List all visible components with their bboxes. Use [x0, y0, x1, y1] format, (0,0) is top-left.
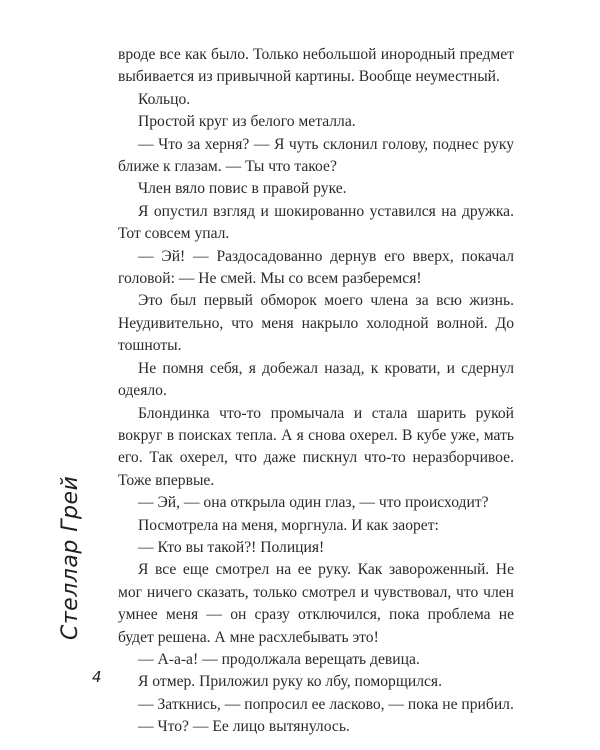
- paragraph: Не помня себя, я добежал назад, к кровати, и сдернул одеяло.: [118, 359, 514, 400]
- paragraph: — Кто вы такой?! Полиция!: [138, 538, 325, 556]
- page-number: 4: [92, 668, 102, 686]
- paragraph: — Что? — Ее лицо вытянулось.: [138, 718, 350, 736]
- body-text: [118, 44, 514, 739]
- paragraph: Это был первый обморок моего члена за всю жизнь. Неудивительно, что меня накрыло холодной волной. До тошноты.: [118, 292, 514, 355]
- paragraph: — А-а-а! — продолжала верещать девица.: [138, 650, 420, 668]
- paragraph: Я все еще смотрел на ее руку. Как завороженный. Не мог ничего сказать, только смотрел и чувствовал, что член умнее меня — он сразу отключился, пока проблема не будет решена. А мне расхлебывать это!: [118, 561, 514, 646]
- paragraph: Простой круг из белого металла.: [138, 113, 356, 131]
- paragraph: — Заткнись, — попросил ее ласково, — пока не прибил.: [138, 695, 514, 713]
- paragraph: Блондинка что-то промычала и стала шарить рукой вокруг в поисках тепла. А я снова охерел. В кубе уже, мать его. Так охерел, что даже пискнул что-то неразборчивое. Тоже впервые.: [118, 404, 514, 489]
- paragraph: вроде все как было. Только небольшой инородный предмет выбивается из привычной картины. Вообще неуместный.: [118, 46, 514, 86]
- paragraph: Я опустил взгляд и шокированно уставился на дружка. Тот совсем упал.: [118, 202, 514, 243]
- paragraph: — Эй, — она открыла один глаз, — что происходит?: [138, 494, 489, 512]
- paragraph: — Эй! — Раздосадованно дернув его вверх, покачал головой: — Не смей. Мы со всем разберемся!: [118, 247, 514, 288]
- paragraph: — Что за херня? — Я чуть склонил голову, поднес руку ближе к глазам. — Ты что такое?: [118, 135, 514, 176]
- paragraph: Посмотрела на меня, моргнула. И как заорет:: [138, 516, 439, 534]
- paragraph: Кольцо.: [138, 90, 191, 108]
- paragraph: Член вяло повис в правой руке.: [138, 180, 347, 198]
- author-signature: Стеллар Грей: [58, 475, 83, 640]
- paragraph: Я отмер. Приложил руку ко лбу, поморщился.: [138, 673, 442, 691]
